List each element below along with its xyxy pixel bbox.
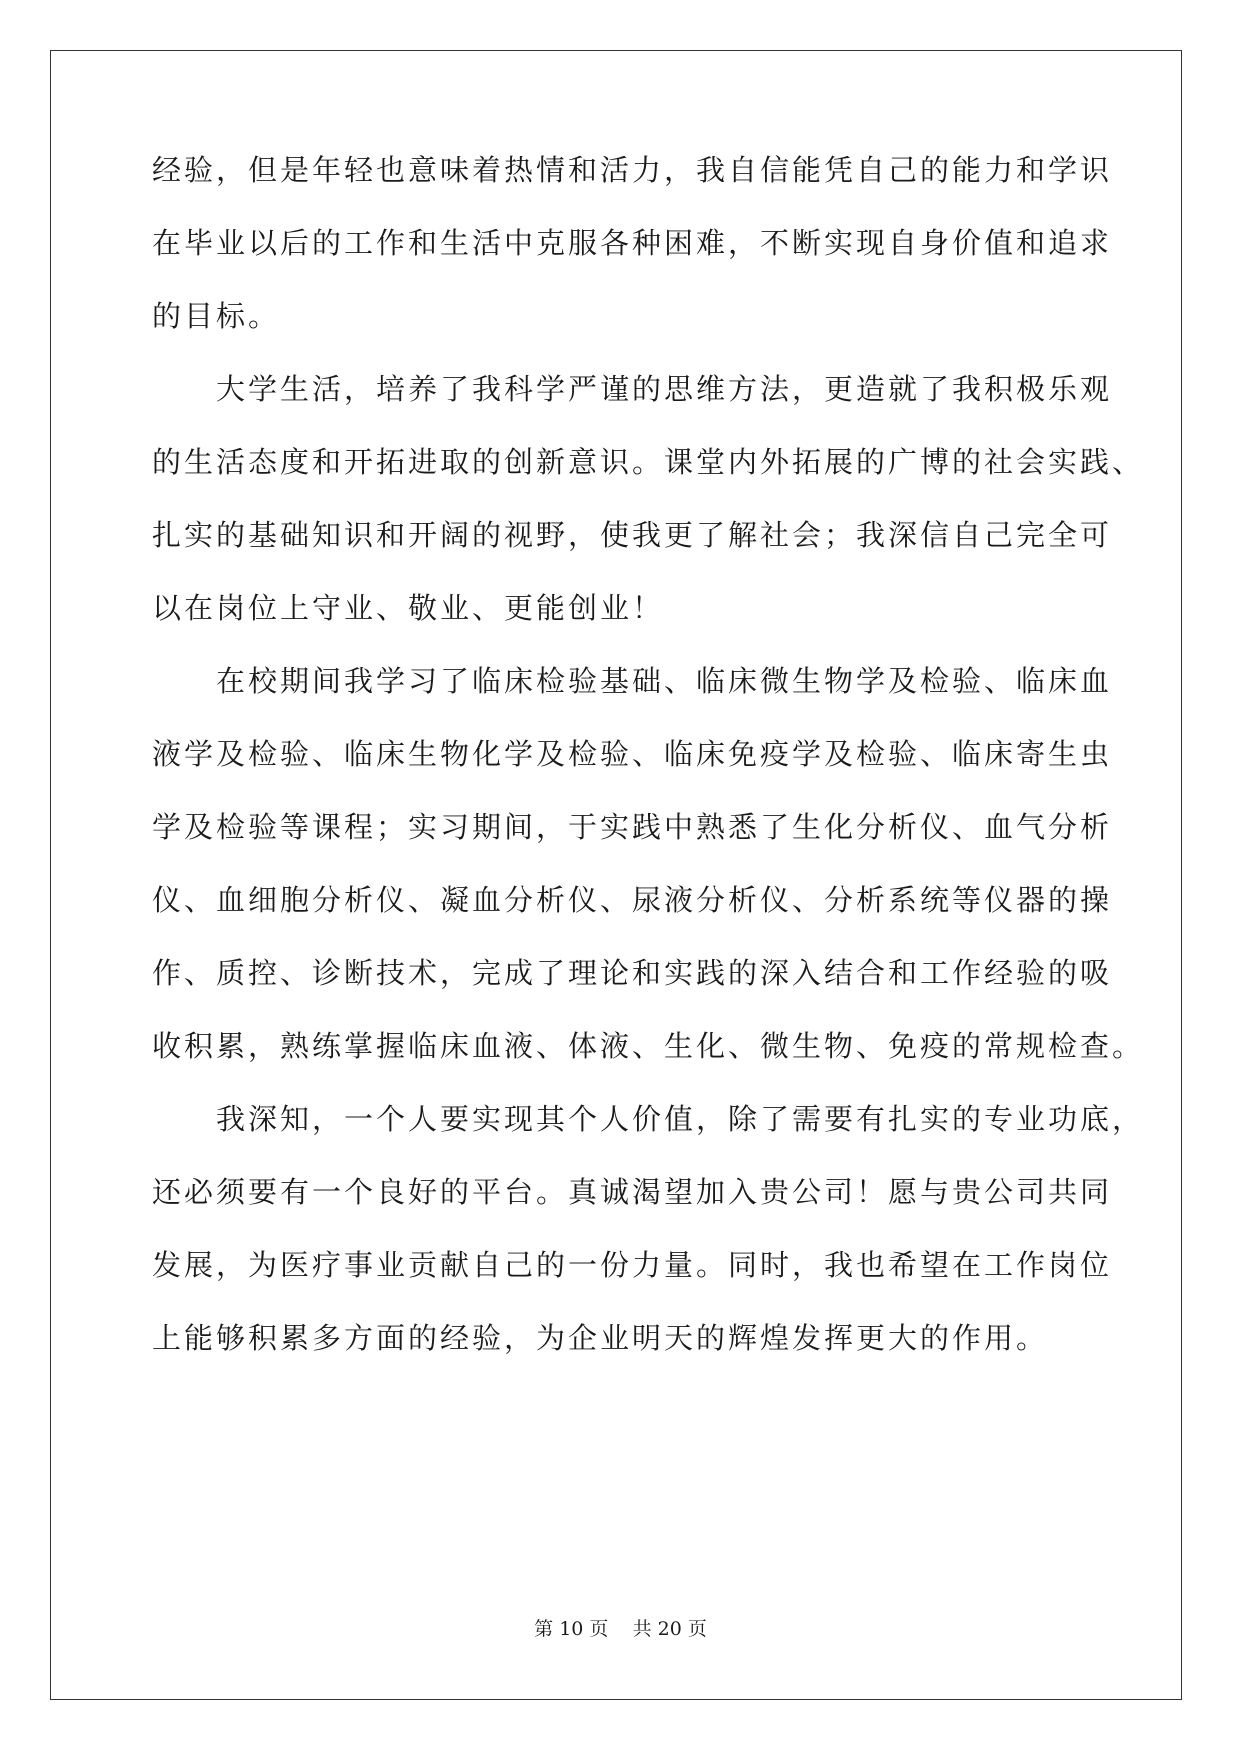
page-number-label: 第 10 页 共 20 页: [534, 1618, 707, 1640]
text-line: 仪、血细胞分析仪、凝血分析仪、尿液分析仪、分析系统等仪器的操: [152, 883, 1113, 917]
text-line: 在毕业以后的工作和生活中克服各种困难，不断实现自身价值和追求: [152, 226, 1113, 260]
text-line: 扎实的基础知识和开阔的视野，使我更了解社会；我深信自己完全可: [152, 518, 1113, 552]
page-footer: [0, 1617, 1241, 1641]
text-line: 的目标。: [152, 299, 281, 333]
text-line: 作、质控、诊断技术，完成了理论和实践的深入结合和工作经验的吸: [152, 956, 1113, 990]
text-line: 上能够积累多方面的经验，为企业明天的辉煌发挥更大的作用。: [152, 1321, 1049, 1355]
text-line: 以在岗位上守业、敬业、更能创业！: [152, 591, 665, 625]
text-line: 学及检验等课程；实习期间，于实践中熟悉了生化分析仪、血气分析: [152, 810, 1113, 844]
text-line: 还必须要有一个良好的平台。真诚渴望加入贵公司！愿与贵公司共同: [152, 1175, 1113, 1209]
paragraph-first-line: 我深知，一个人要实现其个人价值，除了需要有扎实的专业功底，: [216, 1102, 1145, 1136]
text-line: 收积累，熟练掌握临床血液、体液、生化、微生物、免疫的常规检查。: [152, 1029, 1145, 1063]
text-line: 经验，但是年轻也意味着热情和活力，我自信能凭自己的能力和学识: [152, 153, 1113, 187]
text-line: 的生活态度和开拓进取的创新意识。课堂内外拓展的广博的社会实践、: [152, 445, 1145, 479]
text-line: 液学及检验、临床生物化学及检验、临床免疫学及检验、临床寄生虫: [152, 737, 1113, 771]
text-line: 发展，为医疗事业贡献自己的一份力量。同时，我也希望在工作岗位: [152, 1248, 1113, 1282]
paragraph-first-line: 大学生活，培养了我科学严谨的思维方法，更造就了我积极乐观: [216, 372, 1113, 406]
paragraph-first-line: 在校期间我学习了临床检验基础、临床微生物学及检验、临床血: [216, 664, 1113, 698]
